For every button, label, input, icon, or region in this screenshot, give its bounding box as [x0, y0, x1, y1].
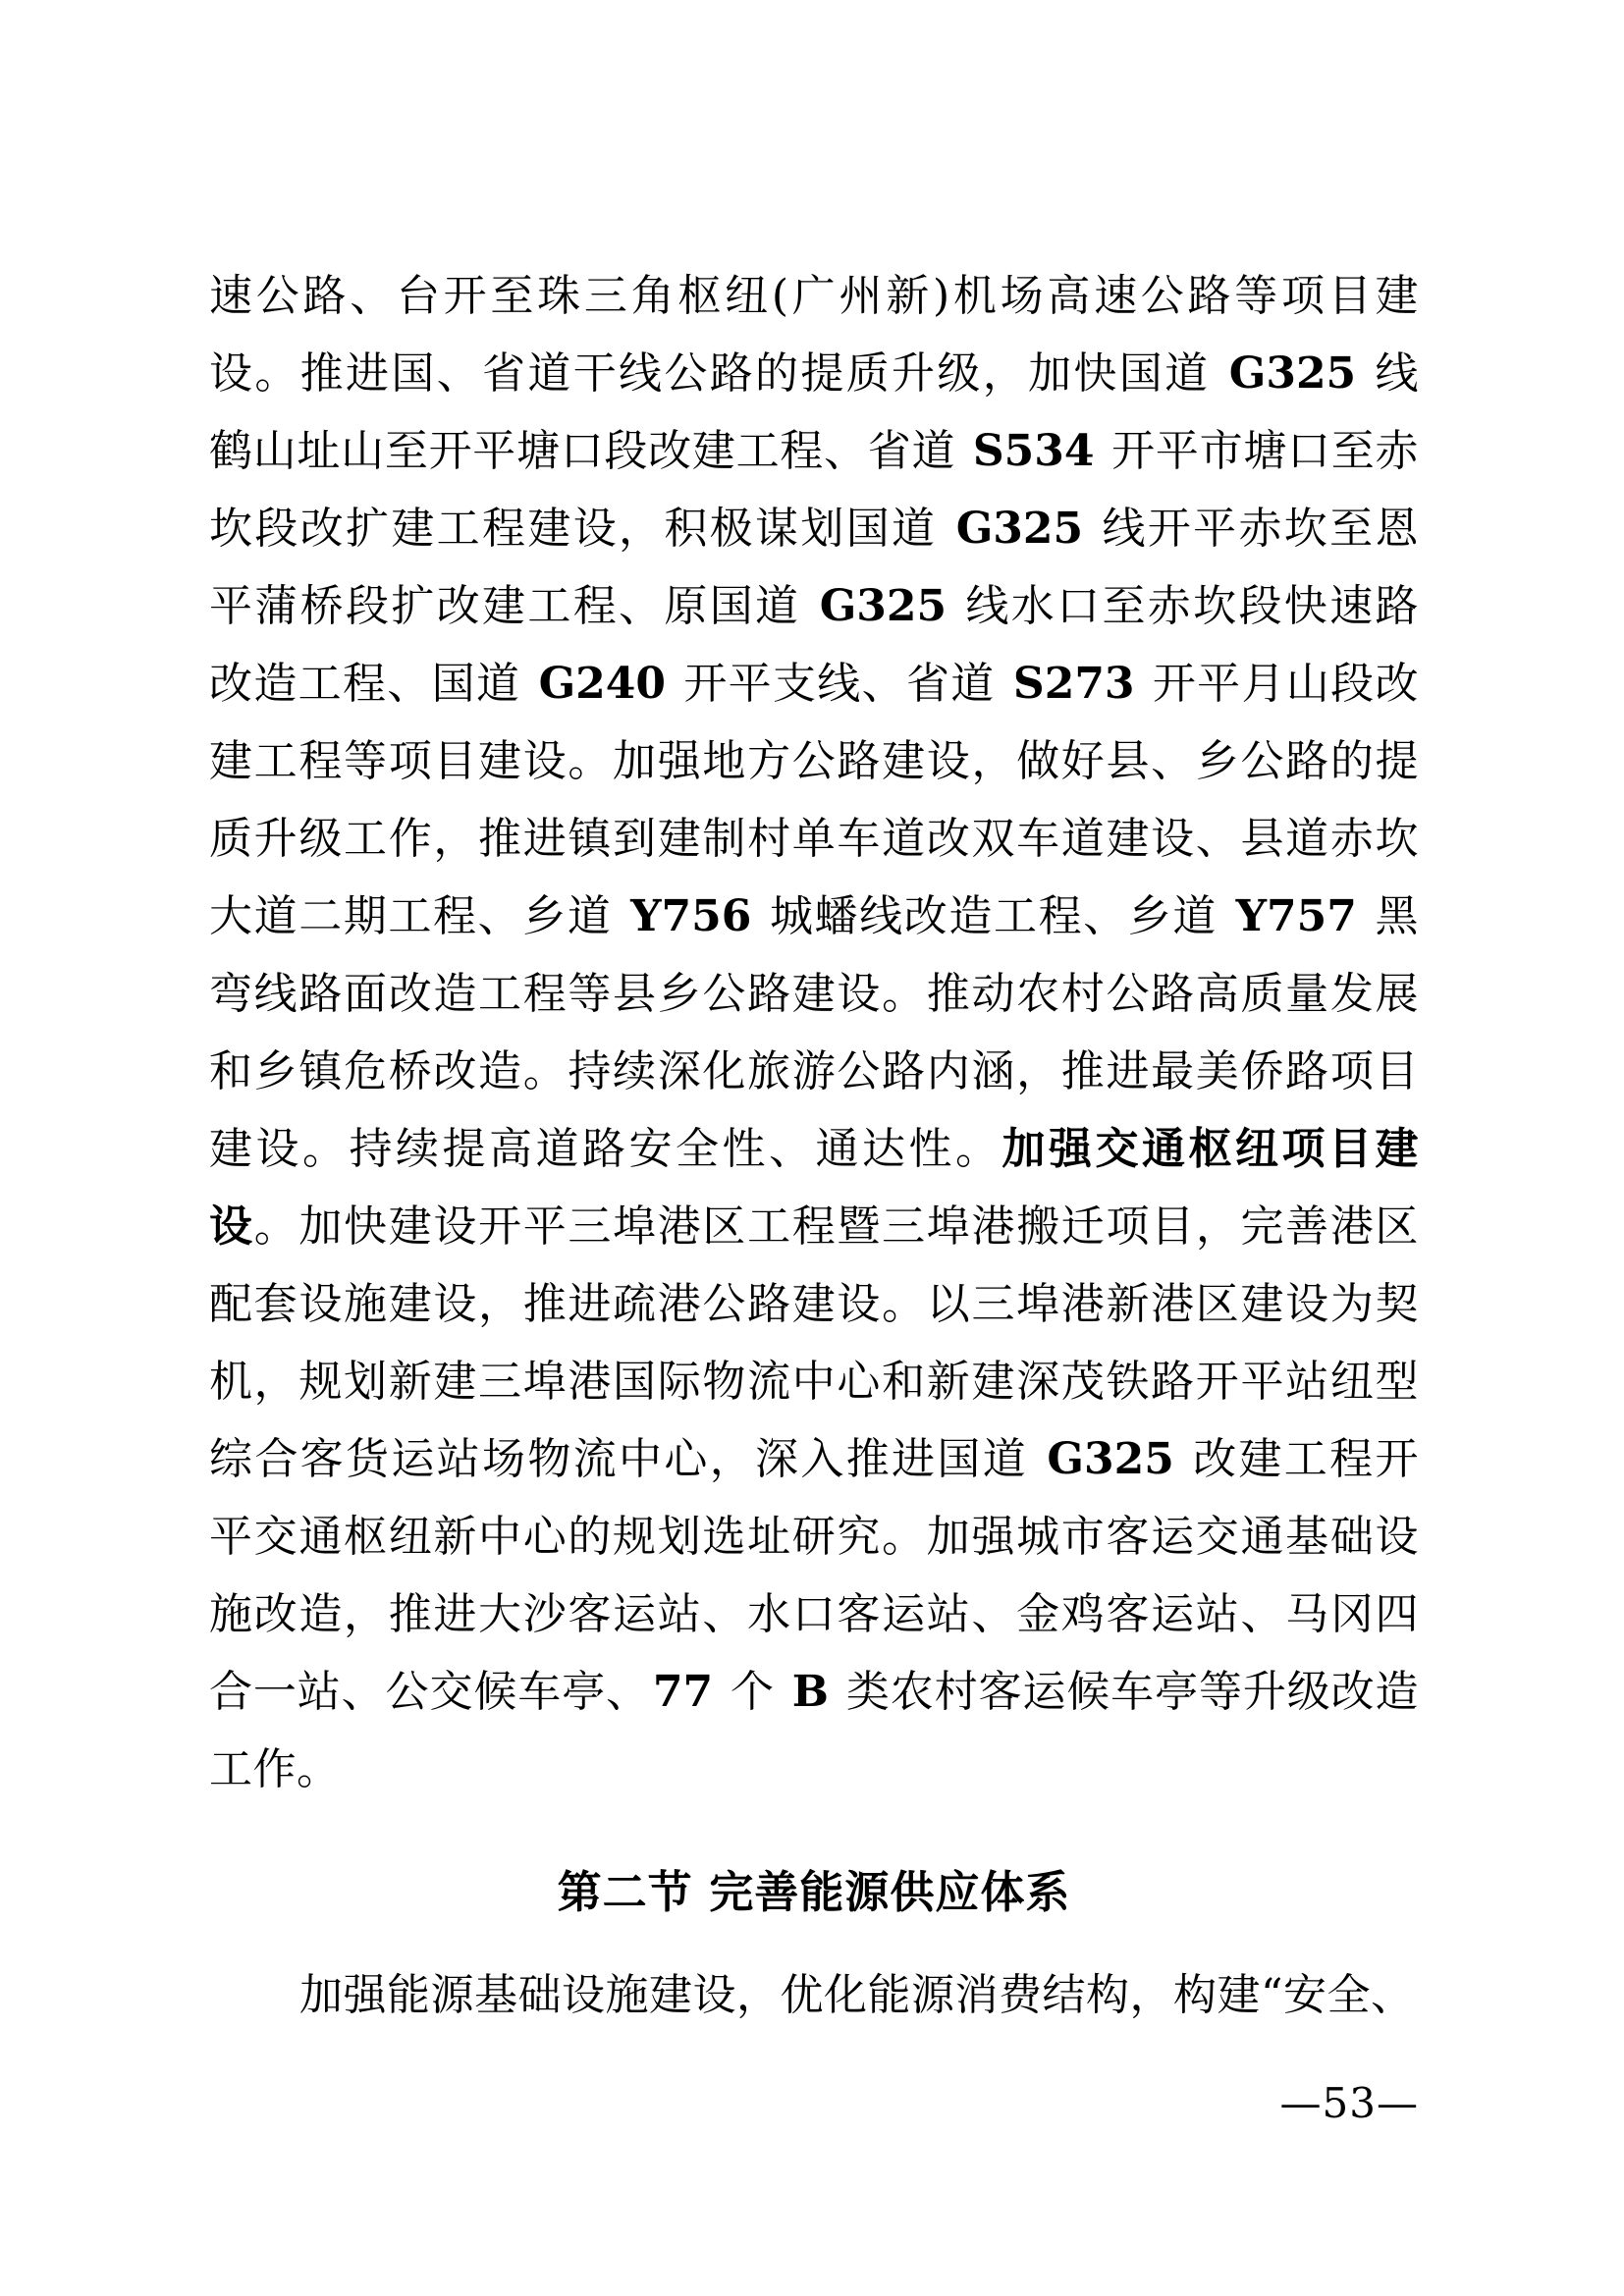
text-run: 城蟠线改造工程、乡道 [754, 891, 1233, 941]
road-code-text: B [791, 1667, 829, 1717]
road-code-text: 77 [652, 1667, 714, 1717]
text-run: 加强能源基础设施建设，优化能源消费结构，构建“安全、 [299, 1970, 1415, 2020]
text-run: 类农村客运候车亭等升级改造工作。 [209, 1667, 1419, 1794]
text-run: 改建工程开平交通枢纽新中心的规划选址研究。加强城市客运交通基础设施改造，推进大沙客运站、水口客运站、金鸡客运站、马冈四合一站、公交候车亭、 [209, 1434, 1419, 1717]
text-run: 线水口至赤坎段快速路改造工程、国道 [209, 581, 1419, 709]
text-run: 速公路、台开至珠三角枢纽(广州新)机场高速公路等项目建设。推进国、省道干线公路的提质升级，加快国道 [209, 271, 1419, 399]
body-paragraph-energy [209, 1956, 1419, 2034]
heading-spacer [209, 1931, 1419, 1956]
road-code-text: G325 [1047, 1434, 1174, 1484]
road-code-text: Y756 [630, 891, 752, 941]
road-code-text: G325 [1228, 348, 1357, 399]
road-code-text: S273 [1012, 659, 1135, 709]
text-run: 黑弯线路面改造工程等县乡公路建设。推动农村公路高质量发展和乡镇危桥改造。持续深化旅游公路内涵，推进最美侨路项目建设。持续提高道路安全性、通达性。 [209, 891, 1419, 1174]
emphasized-text: 加强交通枢纽项目建设 [209, 1124, 1419, 1252]
text-run: 开平月山段改建工程等项目建设。加强地方公路建设，做好县、乡公路的提质升级工作，推进镇到建制村单车道改双车道建设、县道赤坎大道二期工程、乡道 [209, 659, 1419, 941]
text-run: 个 [716, 1667, 789, 1717]
road-code-text: S534 [972, 426, 1095, 476]
text-run: 。加快建设开平三埠港区工程暨三埠港搬迁项目，完善港区配套设施建设，推进疏港公路建设。以三埠港新港区建设为契机，规划新建三埠港国际物流中心和新建深茂铁路开平站纽型综合客货运站场物流中心，深入推进国道 [209, 1201, 1420, 1484]
road-code-text: G240 [538, 659, 667, 709]
page-number: —53— [1279, 2079, 1419, 2127]
text-run: 线鹤山址山至开平塘口段改建工程、省道 [209, 348, 1419, 476]
text-run: 开平市塘口至赤坎段改扩建工程建设，积极谋划国道 [209, 426, 1419, 554]
road-code-text: G325 [819, 581, 947, 631]
page-content [209, 257, 1419, 2034]
body-paragraph-transport [209, 257, 1419, 1808]
text-run: 线开平赤坎至恩平蒲桥段扩改建工程、原国道 [209, 504, 1419, 631]
section-heading-second-section: 第二节 完善能源供应体系 [557, 1866, 1071, 1918]
road-code-text: G325 [955, 504, 1084, 554]
text-run: 开平支线、省道 [669, 659, 1010, 709]
road-code-text: Y757 [1235, 891, 1357, 941]
